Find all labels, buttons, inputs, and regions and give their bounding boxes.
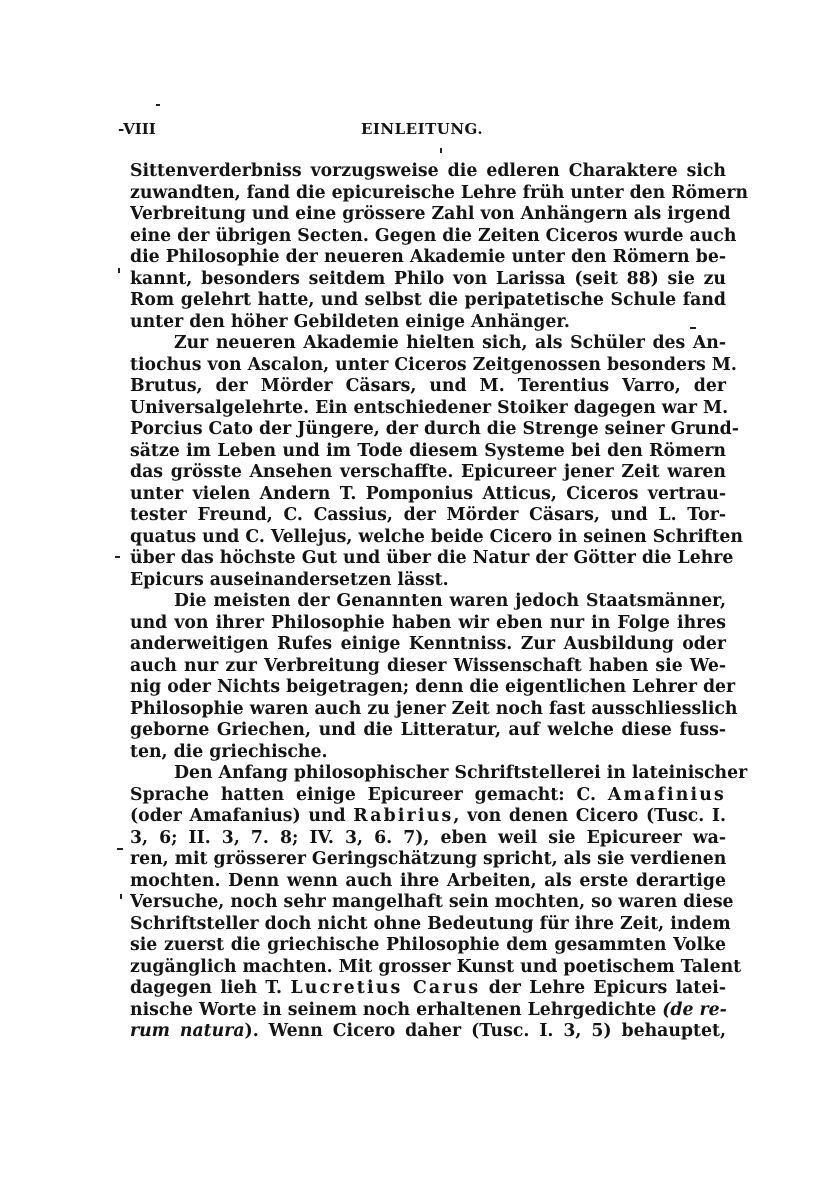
italic-title: rum natura [130, 1021, 245, 1041]
text-line: eine der übrigen Secten. Gegen die Zeiten Ciceros wurde auch [130, 225, 737, 246]
text-line-final [130, 1021, 726, 1043]
page-number: -VIII [118, 120, 156, 138]
text-line: Epicurs auseinandersetzen lässt. [130, 569, 449, 590]
text-line: die Philosophie der neueren Akademie unter den Römern be- [130, 247, 726, 267]
text-line: Philosophie waren auch zu jener Zeit noch fast ausschliesslich [130, 698, 738, 719]
running-title: EINLEITUNG. [360, 120, 484, 138]
text-line: Verbreitung und eine grössere Zahl von Anhängern als irgend [130, 204, 731, 224]
text-line: zugänglich machten. Mit grosser Kunst und poetischem Talent [130, 956, 742, 977]
ink-speck [117, 848, 123, 850]
ink-speck [115, 556, 120, 558]
ink-speck [118, 268, 120, 273]
text-fragment: Sprache hatten einige Epicureer gemacht: C. [130, 784, 608, 805]
text-line: auch nur zur Verbreitung dieser Wissenschaft haben sie We- [130, 655, 726, 676]
text-line: quatus und C. Vellejus, welche beide Cicero in seinen Schriften [130, 526, 743, 547]
text-fragment: nische Worte in seinem noch erhaltenen Lehrgedichte [130, 999, 663, 1020]
text-fragment: (oder Amafanius) und [130, 806, 354, 826]
text-line: anderweitigen Rufes einige Kenntniss. Zur Ausbildung oder [130, 634, 726, 654]
text-line: Sittenverderbniss vorzugsweise die edleren Charaktere sich [130, 161, 726, 181]
text-line: Porcius Cato der Jüngere, der durch die Strenge seiner Grund- [130, 419, 739, 439]
text-line-title [130, 1000, 726, 1022]
text-line: zuwandten, fand die epicureische Lehre früh unter den Römern [130, 182, 749, 203]
paragraph-start: Den Anfang philosophischer Schriftstellerei in lateinischer [174, 763, 748, 783]
text-line: tiochus von Ascalon, unter Ciceros Zeitgenossen besonders M. [130, 354, 737, 375]
text-line: nig oder Nichts beigetragen; denn die eigentlichen Lehrer der [130, 677, 736, 697]
text-line: kannt, besonders seitdem Philo von Larissa (seit 88) sie zu [130, 268, 726, 289]
spaced-name-rabirius: Rabirius [353, 806, 454, 826]
text-line: Rom gelehrt hatte, und selbst die peripatetische Schule fand [130, 290, 726, 310]
text-fragment: der Lehre Epicurs latei- [480, 978, 727, 998]
text-line-rabirius [130, 806, 726, 828]
paragraph-start: Die meisten der Genannten waren jedoch Staatsmänner, [174, 591, 726, 611]
text-line: Versuche, noch sehr mangelhaft sein mochten, so waren diese [130, 892, 734, 912]
text-line: ren, mit grösserer Geringschätzung spricht, als sie verdienen [130, 849, 727, 869]
text-line: und von ihrer Philosophie haben wir eben nur in Folge ihres [130, 612, 726, 633]
ink-speck [690, 327, 696, 329]
page-header [118, 120, 726, 144]
text-line-amafinius [130, 785, 726, 807]
text-line-lucretius [130, 978, 726, 1000]
italic-title: (de re- [662, 999, 727, 1020]
text-line: Schriftsteller doch nicht ohne Bedeutung für ihre Zeit, indem [130, 913, 731, 934]
text-fragment: , von denen Cicero (Tusc. I. [453, 806, 726, 826]
body-text [130, 161, 749, 1043]
text-line: sie zuerst die griechische Philosophie dem gesammten Volke [130, 935, 726, 955]
text-line: über das höchste Gut und über die Natur der Götter die Lehre [130, 548, 734, 568]
text-fragment: dagegen lieh T. [130, 978, 291, 998]
text-line: ten, die griechische. [130, 741, 328, 762]
text-line: 3, 6; II. 3, 7. 8; IV. 3, 6. 7), eben weil sie Epicureer wa- [130, 827, 726, 848]
text-line: das grösste Ansehen verschaffte. Epicureer jener Zeit waren [130, 462, 726, 482]
ink-speck [120, 894, 122, 899]
text-line: geborne Griechen, und die Litteratur, auf welche diese fuss- [130, 720, 726, 740]
ink-speck [440, 148, 442, 153]
text-line: Brutus, der Mörder Cäsars, und M. Terentius Varro, der [130, 376, 726, 396]
spaced-name-amafinius: Amafinius [607, 784, 726, 805]
text-line: mochten. Denn wenn auch ihre Arbeiten, als erste derartige [130, 870, 726, 891]
text-line: sätze im Leben und im Tode diesem Systeme bei den Römern [130, 440, 726, 461]
paragraph-start: Zur neueren Akademie hielten sich, als Schüler des An- [174, 333, 726, 353]
spaced-name-lucretius: Lucretius Carus [290, 978, 481, 998]
text-line: tester Freund, C. Cassius, der Mörder Cäsars, und L. Tor- [130, 505, 726, 525]
text-fragment: ). Wenn Cicero daher (Tusc. I. 3, 5) behauptet, [244, 1021, 726, 1041]
ink-speck [156, 104, 160, 106]
text-line: unter den höher Gebildeten einige Anhänger. [130, 311, 570, 332]
text-line: unter vielen Andern T. Pomponius Atticus, Ciceros vertrau- [130, 483, 726, 504]
text-line: Universalgelehrte. Ein entschiedener Stoiker dagegen war M. [130, 397, 729, 418]
